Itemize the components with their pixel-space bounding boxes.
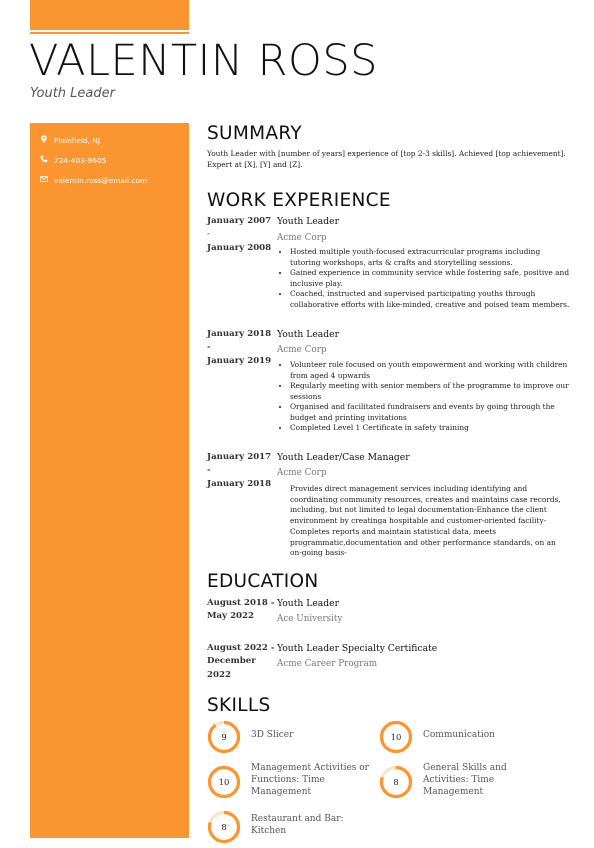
job-date (207, 451, 275, 491)
job-bullet: • Volunteer role focused on youth empowerment and working with children from aged 4 upwards (290, 360, 572, 381)
skills-heading: SKILLS (207, 695, 271, 716)
candidate-name: VALENTIN ROSS (29, 36, 378, 86)
location-pin-icon (40, 135, 48, 145)
job-date-start: January 2018 - (207, 329, 272, 353)
job-date-start: January 2017 - (207, 452, 272, 476)
skill-level: 9 (221, 732, 227, 742)
education-date (207, 597, 275, 624)
contact-email-text[interactable]: valentin.ross@email.com (54, 175, 148, 185)
job-title: Youth Leader (277, 216, 339, 227)
education-title: Youth Leader (277, 598, 339, 609)
skill-rating-ring (379, 720, 413, 754)
job-bullet: • Gained experience in community service while fostering safe, positive and inclusive play. (290, 268, 572, 289)
header-rule (30, 32, 189, 34)
skill-rating-ring (207, 765, 241, 799)
education-date-end: December 2022 (207, 656, 256, 680)
job-company: Acme Corp (277, 233, 327, 243)
job-date-start: January 2007 (207, 216, 272, 226)
education-school: Ace University (277, 614, 343, 624)
candidate-role: Youth Leader (30, 86, 115, 101)
skill-name: 3D Slicer (251, 730, 294, 740)
job-date (207, 215, 275, 255)
contact-location (40, 135, 100, 145)
skill-rating-ring (207, 810, 241, 844)
job-date-end: January 2018 (207, 478, 272, 489)
contact-phone-text: 724-403-9605 (54, 155, 107, 165)
envelope-icon (40, 175, 48, 185)
job-title: Youth Leader (277, 329, 339, 340)
job-date-separator: - (207, 229, 210, 240)
contact-email[interactable] (40, 175, 147, 185)
contact-phone (40, 155, 106, 165)
skill-name: Management Activities or Functions: Time Management (251, 763, 369, 798)
skill-name: Restaurant and Bar: Kitchen (251, 814, 344, 837)
skill-level: 8 (221, 822, 227, 832)
skill-rating-ring (207, 720, 241, 754)
job-company: Acme Corp (277, 468, 327, 478)
skill-level: 8 (393, 777, 399, 787)
job-bullet: • Completed Level 1 Certificate in safety training (290, 423, 572, 434)
education-title: Youth Leader Specialty Certificate (277, 643, 438, 654)
job-bullets (281, 247, 572, 310)
job-date-end: January 2019 (207, 355, 272, 366)
sidebar (30, 0, 189, 838)
phone-icon (40, 155, 48, 165)
education-date (207, 642, 275, 682)
job-bullets (281, 360, 572, 434)
education-school: Acme Career Program (277, 659, 378, 669)
summary-text: Youth Leader with [number of years] experience of [top 2-3 skills]. Achieved [top achievement]. Expert at [X], [Y] and [Z]. (207, 149, 566, 169)
education-date-start: August 2022 - (207, 643, 275, 653)
contact-location-text: Plainfield, NJ (54, 135, 101, 145)
skill-name: General Skills and Activities: Time Management (423, 763, 507, 798)
skill-name: Communication (423, 730, 495, 740)
job-company: Acme Corp (277, 345, 327, 355)
job-bullet: • Hosted multiple youth-focused extracurricular programs including tutoring workshops, arts & crafts and storytelling sessions. (290, 247, 572, 268)
skill-rating-ring (379, 765, 413, 799)
job-bullet: • Regularly meeting with senior members of the programme to improve our sessions (290, 381, 572, 402)
job-date (207, 328, 275, 368)
skill-level: 10 (218, 777, 230, 787)
summary-heading: SUMMARY (207, 123, 302, 144)
job-bullet: • Coached, instructed and supervised participating youths through collaborative efforts with like-minded, creative and poised team members. (290, 289, 572, 310)
job-title: Youth Leader/Case Manager (277, 452, 410, 463)
job-date-end: January 2008 (207, 242, 272, 253)
education-date-end: May 2022 (207, 611, 254, 622)
job-description: Provides direct management services including identifying and coordinating community resources, creates and maintains case records, including, but not limited to legal documentation-Enhance the client environment by creatinga hospitable and customer-oriented facility-Completes reports and maintain statistical data, meets programmatic,documentation and other performance standards, on an on-going basis- (290, 484, 561, 558)
education-date-start: August 2018 - (207, 598, 275, 608)
skill-level: 10 (390, 732, 402, 742)
education-heading: EDUCATION (207, 571, 319, 592)
work-experience-heading: WORK EXPERIENCE (207, 190, 391, 211)
job-bullet: • Organised and facilitated fundraisers and events by going through the budget and printing invitations (290, 402, 572, 423)
